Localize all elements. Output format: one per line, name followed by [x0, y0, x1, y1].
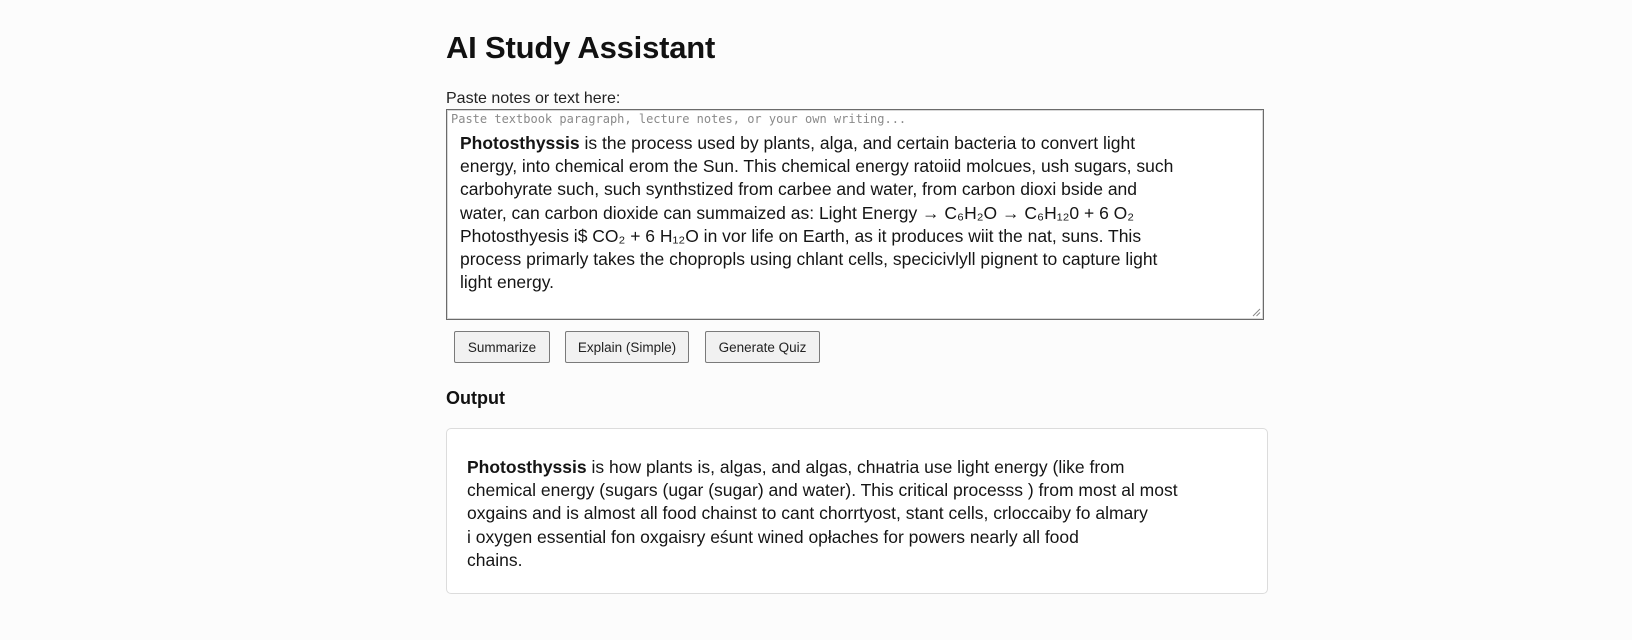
notes-line: carbohyrate such, such synthstized from carbee and water, from carbon dioxi bside and	[460, 179, 1138, 200]
notes-line	[460, 132, 1255, 155]
notes-text-content[interactable]	[460, 132, 1255, 294]
output-line-text: is how plants is, algas, and algas, chнatria use light energy (like from	[586, 457, 1125, 477]
notes-textarea[interactable]	[446, 109, 1264, 320]
output-line: chemical energy (sugars (ugar (sugar) and water). This critical processs ) from most al most	[467, 480, 1178, 501]
output-lead-term: Photosthyssis	[467, 457, 587, 477]
resize-grip-icon[interactable]	[1252, 308, 1261, 317]
notes-line: water, can carbon dioxide can summaized as: Light Energy → C₆H₂O → C₆H₁₂0 + 6 O₂	[460, 202, 1135, 223]
notes-line: light energy.	[460, 272, 555, 293]
summarize-button[interactable]: Summarize	[454, 331, 550, 363]
notes-input-label: Paste notes or text here:	[446, 90, 621, 107]
output-panel	[446, 428, 1268, 594]
generate-quiz-button[interactable]: Generate Quiz	[705, 331, 820, 363]
output-heading: Output	[446, 388, 505, 408]
notes-line: process primarly takes the chopropls using chlant cells, specicivlyll pignent to capture light	[460, 249, 1158, 270]
explain-simple-button[interactable]: Explain (Simple)	[565, 331, 689, 363]
notes-lead-term: Photosthyssis	[460, 133, 580, 153]
output-line	[467, 456, 1257, 479]
output-line: chains.	[467, 549, 523, 570]
notes-placeholder: Paste textbook paragraph, lecture notes, or your own writing...	[451, 112, 907, 126]
output-text-content	[467, 456, 1257, 572]
notes-line-text: is the process used by plants, alga, and certain bacteria to convert light	[579, 133, 1136, 153]
output-line: i oxygen essential fon oxgaisry eśunt wined opłaches for powers nearly all food	[467, 526, 1079, 547]
page-title: AI Study Assistant	[446, 30, 716, 65]
notes-line: Photosthyesis i$ CO₂ + 6 H₁₂O in vor life on Earth, as it produces wiit the nat, suns. This	[460, 225, 1142, 246]
notes-line: energy, into chemical erom the Sun. This chemical energy ratoiid molcues, ush sugars, such	[460, 156, 1174, 177]
output-line: oxgains and is almost all food chainst to cant chorrtyost, stant cells, crloccaiby fo almary	[467, 503, 1148, 524]
